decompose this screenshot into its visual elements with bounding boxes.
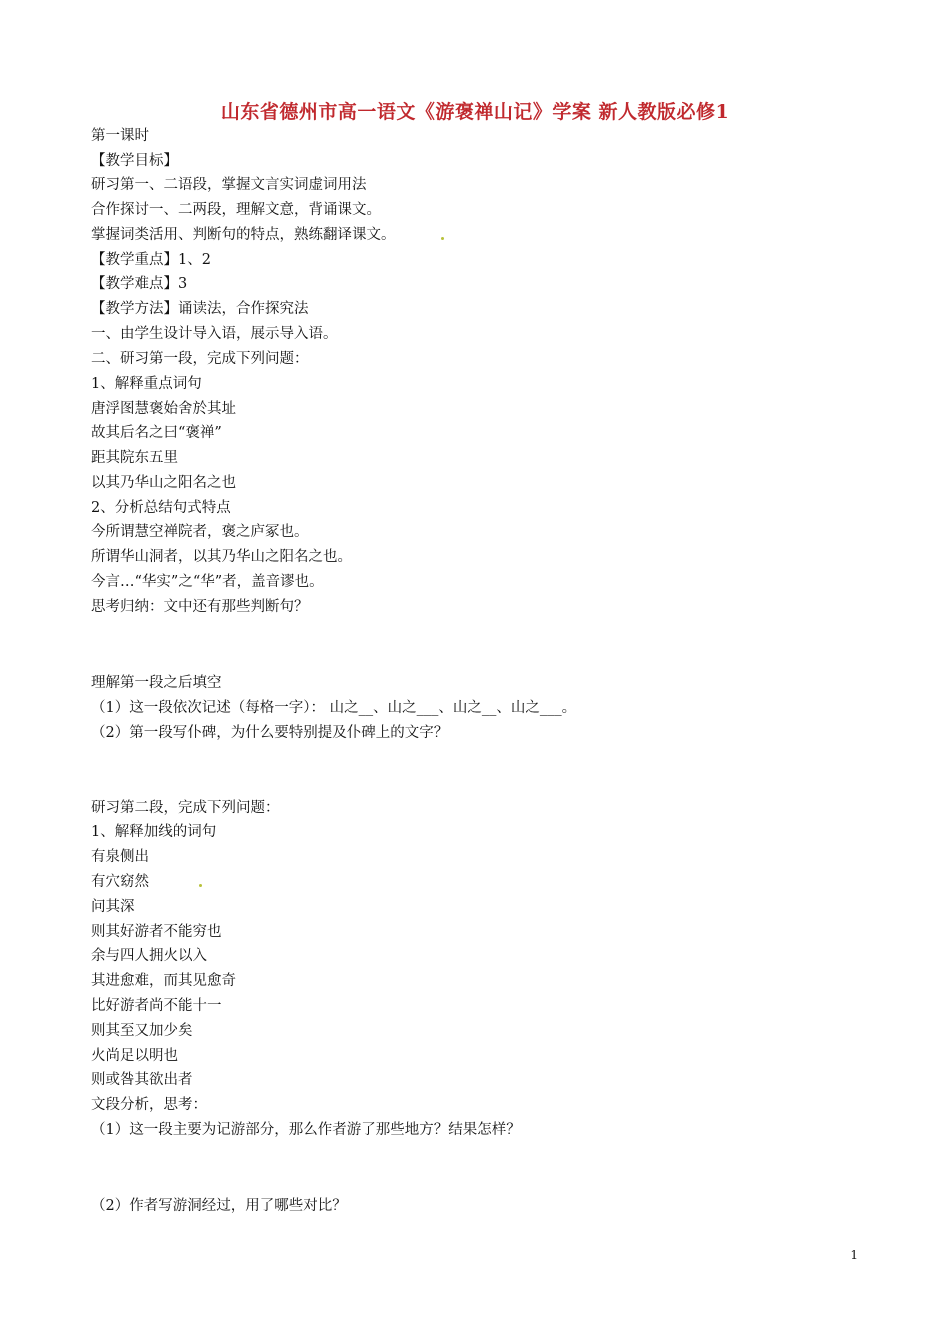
text-line: （1）这一段依次记述（每格一字）： 山之__、山之___、山之__、山之___。 (91, 700, 577, 716)
text-line: 则或咎其欲出者 (91, 1072, 193, 1088)
text-line: 1、解释重点词句 (91, 376, 202, 392)
text-line: 比好游者尚不能十一 (91, 998, 222, 1014)
text-line: 思考归纳：文中还有那些判断句？ (91, 599, 309, 615)
text-line: （2）第一段写仆碑，为什么要特别提及仆碑上的文字？ (91, 725, 449, 741)
text-line: 则其至又加少矣 (91, 1023, 193, 1039)
text-line: 一、由学生设计导入语，展示导入语。 (91, 326, 338, 342)
text-line: 掌握词类活用、判断句的特点，熟练翻译课文。 (91, 227, 396, 243)
text-line: 今所谓慧空禅院者，褒之庐冢也。 (91, 524, 309, 540)
text-line: 【教学重点】1、2 (91, 252, 211, 268)
stray-mark (441, 237, 444, 240)
text-line: （2）作者写游洞经过，用了哪些对比？ (91, 1198, 347, 1214)
text-line: 第一课时 (91, 128, 149, 144)
page-number: 1 (850, 1248, 858, 1262)
text-line: 研习第一、二语段，掌握文言实词虚词用法 (91, 177, 367, 193)
text-line: 所谓华山洞者，以其乃华山之阳名之也。 (91, 549, 352, 565)
text-line: 有穴窈然 (91, 874, 149, 890)
text-line: 以其乃华山之阳名之也 (91, 475, 236, 491)
text-line: 研习第二段，完成下列问题： (91, 800, 280, 816)
text-line: 【教学难点】3 (91, 276, 188, 292)
text-line: 余与四人拥火以入 (91, 948, 207, 964)
text-line: 火尚足以明也 (91, 1048, 178, 1064)
text-line: 【教学目标】 (91, 153, 178, 169)
text-line: （1）这一段主要为记游部分，那么作者游了那些地方？结果怎样？ (91, 1122, 521, 1138)
text-line: 合作探讨一、二两段，理解文意，背诵课文。 (91, 202, 381, 218)
text-line: 2、分析总结句式特点 (91, 500, 231, 516)
text-line: 故其后名之曰“褒禅” (91, 425, 222, 441)
text-line: 二、研习第一段，完成下列问题： (91, 351, 309, 367)
text-line: 唐浮图慧褒始舍於其址 (91, 401, 236, 417)
text-line: 距其院东五里 (91, 450, 178, 466)
document-title: 山东省德州市高一语文《游褒禅山记》学案 新人教版必修1 (220, 101, 730, 123)
text-line: 理解第一段之后填空 (91, 675, 222, 691)
text-line: 其进愈难，而其见愈奇 (91, 973, 236, 989)
text-line: 则其好游者不能穷也 (91, 924, 222, 940)
text-line: 文段分析，思考： (91, 1097, 207, 1113)
text-line: 今言…“华实”之“华”者，盖音谬也。 (91, 574, 324, 590)
stray-mark (199, 884, 202, 887)
text-line: 有泉侧出 (91, 849, 149, 865)
text-line: 问其深 (91, 899, 135, 915)
text-line: 1、解释加线的词句 (91, 824, 217, 840)
text-line: 【教学方法】诵读法，合作探究法 (91, 301, 309, 317)
